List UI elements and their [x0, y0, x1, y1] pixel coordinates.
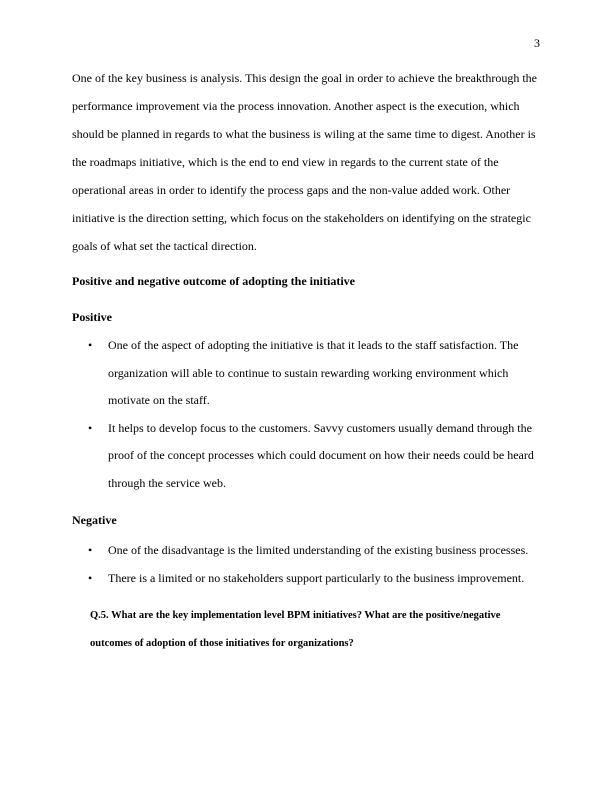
list-item [72, 415, 542, 498]
bullet-icon: • [88, 338, 93, 352]
list-item-text: One of the disadvantage is the limited understanding of the existing business processes. [108, 543, 529, 557]
list-item [72, 565, 542, 593]
list-item-text: It helps to develop focus to the customers. Savvy customers usually demand through the proof of the concept processes which could document on how their needs could be heard through the service web. [108, 420, 534, 490]
list-item [72, 332, 542, 415]
question-text: Q.5. What are the key implementation level BPM initiatives? What are the positive/negative outcomes of adoption of those initiatives for organizations? [90, 610, 501, 649]
negative-heading: Negative [72, 513, 117, 527]
bullet-icon: • [88, 420, 93, 435]
positive-heading: Positive [72, 310, 112, 324]
list-item-text: One of the aspect of adopting the initiative is that it leads to the staff satisfaction. The organization will able to continue to sustain rewarding working environment which motivate on the staff. [108, 338, 519, 407]
section-heading: Positive and negative outcome of adopting the initiative [72, 274, 355, 288]
bullet-icon: • [88, 543, 93, 557]
list-item [72, 537, 542, 565]
positive-list [72, 332, 542, 497]
bullet-icon: • [88, 570, 93, 585]
document-body [72, 64, 542, 658]
intro-paragraph: One of the key business is analysis. This design the goal in order to achieve the breakthrough the performance improvement via the process innovation. Another aspect is the execution, which should be planned in regards to what the business is wiling at the same time to digest. Another is the roadmaps initiative, which is the end to end view in regards to the current state of the operational areas in order to identify the process gaps and the non-value added work. Other initiative is the direction setting, which focus on the stakeholders on identifying on the strategic goals of what set the tactical direction. [72, 71, 537, 253]
list-item-text: There is a limited or no stakeholders support particularly to the business improvement. [108, 570, 525, 585]
page-number: 3 [534, 36, 540, 50]
negative-list [72, 537, 542, 592]
